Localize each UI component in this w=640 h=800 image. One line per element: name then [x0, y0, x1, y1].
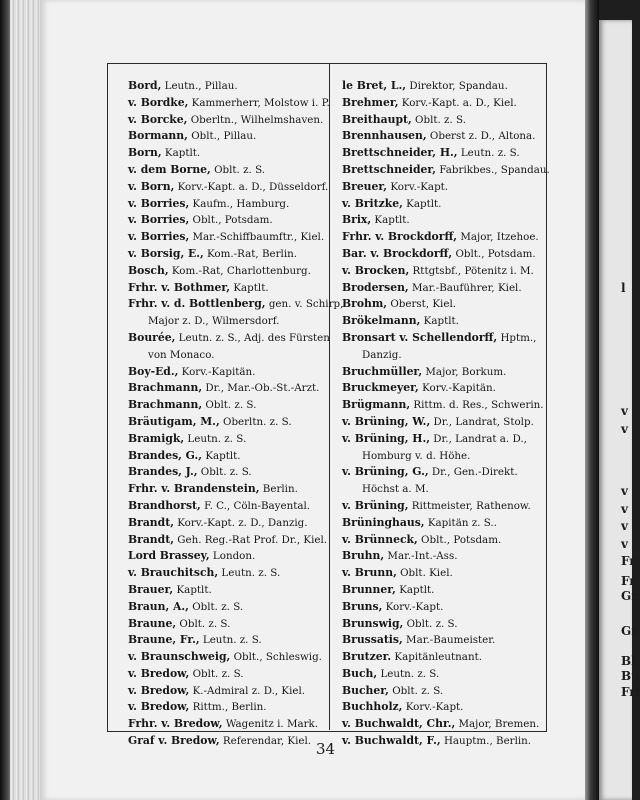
entry-details: Rittmeister, Rathenow. [411, 499, 531, 512]
column-divider [329, 63, 330, 730]
entry-name: Brandes, J., [128, 465, 198, 479]
entry-name: Frhr. v. d. Bottlenberg, [128, 297, 266, 311]
entry-details: Leutn. z. S. [380, 667, 440, 680]
entry-details: Korv.-Kapitän. [422, 382, 496, 395]
next-page-fragment: Fri [621, 685, 640, 699]
entry-details: Oblt., Potsdam. [192, 214, 273, 227]
entry-name: Brandt, [128, 515, 174, 529]
directory-entry [342, 666, 542, 683]
directory-entry [342, 179, 542, 196]
entry-name: Brohm, [342, 297, 388, 311]
entry-details: Oberltn. z. S. [223, 415, 292, 428]
entry-details: Dr., Gen.-Direkt. [431, 466, 518, 479]
entry-details: Oberltn., Wilhelmshaven. [190, 113, 324, 126]
entry-details: Kapitänleutnant. [394, 651, 482, 664]
entry-name: v. Bordke, [128, 95, 189, 109]
directory-entry [342, 649, 542, 666]
directory-entry [342, 414, 542, 431]
entry-name: Frhr. v. Brockdorff, [342, 230, 458, 244]
entry-name: v. Braunschweig, [128, 650, 231, 664]
directory-entry [128, 699, 328, 716]
directory-entry [342, 128, 542, 145]
entry-name: Bronsart v. Schellendorff, [342, 330, 498, 344]
directory-entry [128, 666, 328, 683]
entry-name: Braun, A., [128, 599, 189, 613]
entry-name: Bord, [128, 79, 162, 92]
directory-entry [128, 716, 328, 733]
entry-name: Brettschneider, [342, 162, 437, 176]
entry-details: Major, Itzehoe. [460, 231, 539, 244]
directory-entry [342, 532, 542, 549]
entry-name: Bruhn, [342, 549, 385, 563]
directory-entry [128, 179, 328, 196]
entry-continuation: Major z. D., Wilmersdorf. [148, 315, 280, 328]
entry-continuation: von Monaco. [148, 348, 215, 361]
directory-entry [128, 498, 328, 515]
entry-details: Leutn. z. S. [221, 567, 281, 580]
directory-entry [128, 145, 328, 162]
entry-details: Rittm., Berlin. [192, 701, 267, 714]
directory-entry [128, 280, 328, 297]
directory-entry [342, 498, 542, 515]
entry-details: Kaptlt. [205, 449, 241, 462]
entry-name: Braune, Fr., [128, 633, 200, 647]
entry-details: Oblt., Pillau. [191, 130, 257, 143]
entry-name: Brunswig, [342, 616, 404, 630]
directory-entry [128, 431, 328, 448]
directory-entry [128, 733, 328, 750]
directory-entry [342, 616, 542, 633]
entry-details: Oblt., Potsdam. [455, 247, 536, 260]
entry-details: Korv.-Kapitän. [181, 365, 256, 378]
entry-name: Born, [128, 146, 162, 160]
entry-name: Frhr. v. Brandenstein, [128, 482, 260, 496]
entry-name: v. Buchwaldt, Chr., [342, 717, 456, 731]
directory-entry [128, 162, 328, 179]
entry-details: Oblt. z. S. [415, 113, 466, 126]
directory-entry [128, 582, 328, 599]
directory-entry [128, 330, 328, 364]
directory-entry [342, 330, 542, 364]
entry-name: Bucher, [342, 683, 389, 697]
directory-entry [128, 632, 328, 649]
entry-details: Mar.-Bauführer, Kiel. [411, 281, 522, 294]
entry-details: Dr., Landrat a. D., [433, 432, 527, 445]
next-page-fragment: v [621, 502, 628, 516]
entry-name: v. Bredow, [128, 700, 190, 714]
directory-entry [342, 112, 542, 129]
entry-name: Bruchmüller, [342, 364, 423, 378]
entry-name: v. Brüning, H., [342, 431, 430, 445]
entry-name: v. Brocken, [342, 263, 410, 277]
directory-entry [128, 481, 328, 498]
entry-continuation: Höchst a. M. [362, 483, 429, 496]
entry-details: Wagenitz i. Mark. [225, 718, 319, 731]
directory-entry [342, 431, 542, 465]
entry-name: v. dem Borne, [128, 162, 211, 176]
entry-details: Oblt. z. S. [179, 617, 231, 630]
directory-entry [342, 683, 542, 700]
directory-entry [342, 599, 542, 616]
entry-name: Bourée, [128, 330, 176, 344]
directory-entry [128, 532, 328, 549]
entry-details: Korv.-Kapt. a. D., Kiel. [401, 96, 517, 109]
directory-entry [342, 397, 542, 414]
next-page-fragment: v [621, 422, 628, 436]
directory-entry [128, 649, 328, 666]
entry-name: v. Brünneck, [342, 532, 418, 546]
directory-entry [128, 364, 328, 381]
entry-name: Brandhorst, [128, 498, 201, 512]
directory-entry [128, 296, 344, 330]
directory-entry [342, 246, 542, 263]
entry-name: v. Borcke, [128, 112, 188, 126]
entry-name: v. Bredow, [128, 666, 190, 680]
scan-left-edge [0, 0, 10, 800]
entry-details: Leutn. z. S., Adj. des Fürsten [178, 331, 330, 344]
entry-name: v. Britzke, [342, 196, 403, 210]
entry-details: Kaptlt. [176, 583, 212, 596]
directory-entry [128, 414, 328, 431]
book-gutter [585, 0, 599, 800]
directory-entry [128, 464, 328, 481]
directory-entry [128, 95, 328, 112]
entry-details: Oblt. z. S. [200, 466, 252, 479]
entry-details: Oblt., Potsdam. [421, 533, 502, 546]
entry-name: Buch, [342, 666, 378, 680]
entry-name: v. Borries, [128, 230, 190, 244]
entry-details: Rttgtsbf., Pötenitz i. M. [412, 264, 534, 277]
right-column [342, 78, 550, 750]
next-page-fragment: v [621, 519, 628, 533]
directory-entry [342, 280, 542, 297]
directory-entry [342, 229, 542, 246]
entry-details: Major, Borkum. [425, 365, 507, 378]
entry-name: v. Borries, [128, 196, 190, 210]
directory-entry [128, 683, 328, 700]
entry-details: Oberst, Kiel. [390, 298, 457, 311]
entry-name: Brügmann, [342, 398, 411, 412]
entry-name: Brennhausen, [342, 129, 427, 143]
entry-details: Oblt. z. S. [192, 667, 244, 680]
directory-entry [128, 397, 328, 414]
entry-name: Brachmann, [128, 381, 203, 395]
directory-entry [128, 599, 328, 616]
directory-entry [128, 196, 328, 213]
directory-entry [342, 78, 542, 95]
entry-name: Brunner, [342, 582, 396, 596]
entry-details: Oblt. z. S. [392, 684, 444, 697]
entry-name: Brussatis, [342, 633, 403, 647]
entry-name: Buchholz, [342, 700, 403, 714]
entry-details: Kaptlt. [423, 315, 459, 328]
entry-details: Leutn. z. S. [460, 147, 520, 160]
entry-details: Hptm., [500, 331, 537, 344]
entry-details: Kaptlt. [399, 583, 435, 596]
entry-name: v. Brüning, W., [342, 414, 431, 428]
entry-details: Leutn. z. S. [187, 432, 247, 445]
entry-name: Bormann, [128, 129, 188, 143]
entry-details: Korv.-Kapt. [405, 701, 464, 714]
entry-name: Brandt, [128, 532, 174, 546]
entry-details: Kaptlt. [406, 197, 442, 210]
directory-entry [128, 263, 328, 280]
entry-name: Graf v. Bredow, [128, 734, 220, 748]
directory-entry [342, 162, 550, 179]
directory-entry [342, 145, 542, 162]
entry-name: Brachmann, [128, 398, 203, 412]
next-page-fragment: l [621, 281, 626, 295]
entry-name: v. Buchwaldt, F., [342, 734, 441, 748]
next-page-fragment: Gr [621, 589, 638, 603]
entry-name: Breithaupt, [342, 112, 412, 126]
entry-details: Mar.-Baumeister. [406, 634, 496, 647]
directory-entry [342, 632, 542, 649]
entry-name: Brüninghaus, [342, 515, 425, 529]
directory-entry [342, 364, 542, 381]
directory-entry [342, 464, 542, 498]
entry-details: Kom.-Rat, Charlottenburg. [171, 264, 311, 277]
entry-details: Referendar, Kiel. [222, 735, 312, 748]
entry-name: Frhr. v. Bothmer, [128, 280, 231, 294]
directory-entry [342, 212, 542, 229]
entry-name: v. Born, [128, 179, 175, 193]
entry-continuation: Danzig. [362, 348, 402, 361]
entry-details: Rittm. d. Res., Schwerin. [413, 399, 544, 412]
directory-entry [128, 78, 328, 95]
entry-name: Bruckmeyer, [342, 381, 419, 395]
entry-name: Brettschneider, H., [342, 146, 458, 160]
directory-entry [128, 548, 328, 565]
entry-details: Korv.-Kapt. z. D., Danzig. [177, 516, 308, 529]
entry-name: Braune, [128, 616, 177, 630]
entry-details: Mar.-Schiffbaumftr., Kiel. [192, 231, 325, 244]
entry-name: le Bret, L., [342, 79, 407, 92]
entry-name: Lord Brassey, [128, 549, 210, 563]
entry-details: Kaptlt. [164, 147, 201, 160]
entry-name: Brix, [342, 213, 372, 227]
entry-name: Bräutigam, M., [128, 414, 220, 428]
entry-name: Boy-Ed., [128, 364, 179, 378]
directory-entry [342, 733, 542, 750]
entry-name: Breuer, [342, 179, 388, 193]
directory-entry [342, 548, 542, 565]
entry-details: Leutn., Pillau. [164, 80, 238, 92]
entry-details: Leutn. z. S. [202, 634, 262, 647]
entry-details: Oblt. Kiel. [400, 567, 453, 580]
entry-name: Bruns, [342, 599, 383, 613]
entry-details: Major, Bremen. [458, 718, 540, 731]
entry-name: v. Brunn, [342, 566, 397, 580]
entry-details: Korv.-Kapt. [385, 600, 444, 613]
entry-name: v. Brüning, G., [342, 465, 429, 479]
directory-entry [128, 212, 328, 229]
next-page-fragment: v [621, 484, 628, 498]
directory-entry [128, 448, 328, 465]
entry-details: Dr., Landrat, Stolp. [433, 415, 534, 428]
directory-entry [342, 582, 542, 599]
directory-entry [342, 263, 542, 280]
entry-details: Oblt. z. S. [406, 617, 458, 630]
entry-name: Brutzer. [342, 650, 392, 664]
entry-name: Brodersen, [342, 280, 409, 294]
entry-details: Korv.-Kapt. a. D., Düsseldorf. [177, 180, 329, 193]
directory-entry [342, 380, 542, 397]
next-page-fragment: Bü [621, 669, 640, 683]
entry-details: Kapitän z. S.. [427, 516, 497, 529]
entry-details: Mar.-Int.-Ass. [387, 550, 458, 563]
entry-details: Kaptlt. [374, 214, 410, 227]
entry-name: Brehmer, [342, 95, 399, 109]
next-page-fragment: v [621, 404, 628, 418]
entry-name: v. Brauchitsch, [128, 566, 219, 580]
entry-details: Oberst z. D., Altona. [429, 130, 536, 143]
entry-details: Geh. Reg.-Rat Prof. Dr., Kiel. [177, 533, 328, 546]
next-page-fragment: Fr [621, 554, 636, 568]
entry-details: London. [212, 550, 256, 563]
entry-details: Kammerherr, Molstow i. P. [191, 96, 330, 109]
entry-name: v. Borries, [128, 213, 190, 227]
entry-details: F. C., Cöln-Bayental. [204, 499, 311, 512]
entry-details: Oblt., Schleswig. [233, 651, 322, 664]
entry-name: v. Brüning, [342, 498, 409, 512]
next-page-edge [599, 20, 640, 800]
entry-details: Kom.-Rat, Berlin. [207, 247, 298, 260]
entry-details: Direktor, Spandau. [409, 80, 508, 92]
directory-entry [128, 128, 328, 145]
entry-name: Brandes, G., [128, 448, 203, 462]
next-page-fragment: v [621, 537, 628, 551]
entry-name: Brökelmann, [342, 314, 421, 328]
directory-entry [342, 296, 542, 313]
entry-details: Oblt. z. S. [214, 163, 266, 176]
entry-details: Oblt. z. S. [205, 399, 257, 412]
entry-details: Berlin. [262, 483, 298, 496]
next-page-fragment: Bl [621, 654, 636, 668]
page-number: 34 [316, 740, 336, 758]
directory-entry [342, 196, 542, 213]
directory-entry [342, 313, 542, 330]
directory-entry [342, 565, 542, 582]
entry-name: Bramigk, [128, 431, 185, 445]
directory-entry [342, 95, 542, 112]
entry-name: v. Bredow, [128, 683, 190, 697]
entry-details: K.-Admiral z. D., Kiel. [192, 684, 306, 697]
entry-name: Brauer, [128, 582, 174, 596]
directory-entry [342, 515, 542, 532]
left-page-stack [10, 0, 40, 800]
directory-entry [128, 246, 328, 263]
entry-details: Fabrikbes., Spandau. [439, 163, 550, 176]
entry-continuation: Homburg v. d. Höhe. [362, 449, 471, 462]
directory-entry [128, 616, 328, 633]
directory-entry [128, 515, 328, 532]
entry-details: Kaufm., Hamburg. [192, 197, 290, 210]
directory-entry [342, 716, 542, 733]
entry-name: Frhr. v. Bredow, [128, 717, 223, 731]
entry-details: Korv.-Kapt. [390, 180, 449, 193]
entry-name: Bar. v. Brockdorff, [342, 246, 453, 260]
directory-entry [128, 565, 328, 582]
next-page-fragment: Fr [621, 574, 636, 588]
entry-details: Dr., Mar.-Ob.-St.-Arzt. [205, 382, 320, 395]
directory-entry [128, 112, 328, 129]
entry-details: Kaptlt. [233, 281, 269, 294]
directory-entry [128, 380, 328, 397]
entry-details: Hauptm., Berlin. [443, 735, 532, 748]
directory-entry [342, 699, 542, 716]
entry-name: Bosch, [128, 263, 169, 277]
directory-entry [128, 229, 328, 246]
entry-details: gen. v. Schirp, [268, 298, 344, 311]
next-page-fragment: Gr [621, 624, 638, 638]
entry-details: Oblt. z. S. [192, 600, 244, 613]
entry-name: v. Borsig, E., [128, 246, 204, 260]
